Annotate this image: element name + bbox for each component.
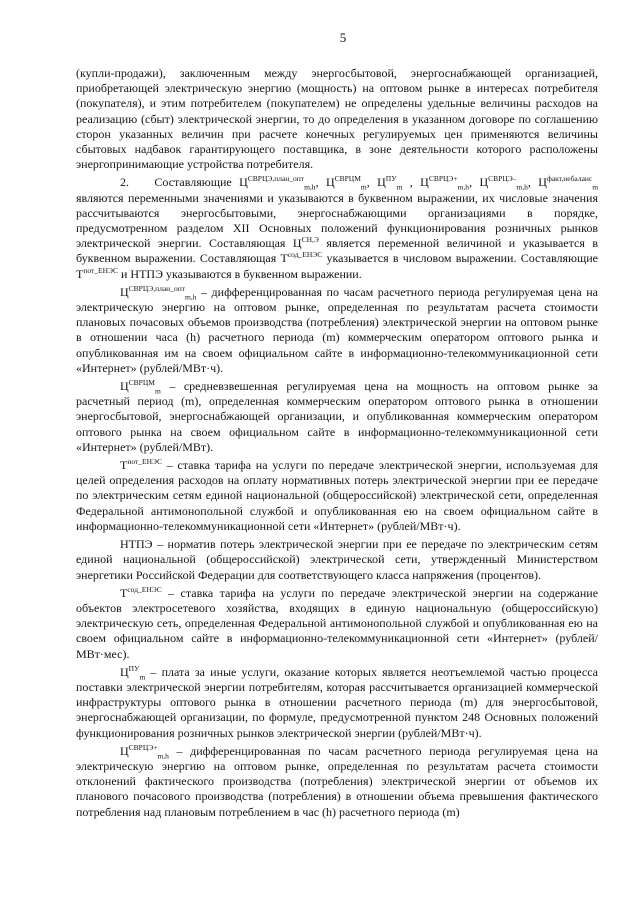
definition-text: – ставка тарифа на услуги по передаче электрической энергии, используемая для целей определения расходов на оплату нормативных потерь электрической энергии при ее передаче по электрическим сетям единой национальной (общероссийской) электрической сети, определенная Федеральной антимонопольной службой и опубликованная ею на своем официальном сайте в информационно-телекоммуникационной сети «Интернет» (рублей/МВт·ч). [76,458,598,533]
components-lead: Составляющие [154,175,232,190]
symbol-t-sod: $Т^{сод\_ЕНЭС}$ [280,250,323,266]
definition-c-plus [76,744,598,820]
symbol-c-sne: $Ц^{СН,Э}$ [292,235,319,251]
definition-text: – средневзвешенная регулируемая цена на мощность на оптовом рынке за расчетный период (m), определенная коммерческим оператором оптового рынка в отношении энергосбытовой, энергоснабжающей организации, и опубликованная коммерческим оператором оптового рынка на своем официальном сайте в информационно-телекоммуникационной сети «Интернет» (рублей/МВт). [76,379,599,454]
paragraph-components: 2. Составляющие $Ц^{СВРЦЭ,план\_опт}_{m,h}$, $Ц^{СВРЦМ}_m$, $Ц^{ПУ}_m$ , $Ц^{СВРЦЭ+}_{m,h}$, $Ц^{СВРЦЭ-}_{m,h}$, $Ц^{факт,небаланс}_m$ являются переменными значениями и указываются в буквенном выражении, их числовые значения рассчитываются энергосбытовыми, энергоснабжающими организациями в порядке, предусмотренном разделом XII Основных положений функционирования розничных рынков электрической энергии. Составляющая $Ц^{СН,Э}$ является переменной величиной и указывается в буквенном выражении. Составляющая $Т^{сод\_ЕНЭС}$ указывается в числовом выражении. Составляющие $Т^{пот\_ЕНЭС}$ и НТПЭ указываются в буквенном выражении. [76,174,599,281]
definition-text: – дифференцированная по часам расчетного периода регулируемая цена на электрическую энергию на оптовом рынке, определенная по результатам расчета стоимости отклонений фактического производства (потребления) электрической энергии от объемов их планового почасового производства (потребления) в отношении объема превышения фактического потребления над плановым потреблением в час (h) расчетного периода (m) [76,743,599,819]
definition-c-plan-opt [76,285,598,376]
symbol-c-plan-opt: $Ц^{СВРЦЭ,план\_опт}_{m,h}$ [120,283,197,302]
symbol-c-minus: $Ц^{СВРЦЭ-}_{m,h}$ [479,174,528,192]
symbol-c-cm: $Ц^{СВРЦМ}_m$ [325,174,367,192]
components-text-1: являются переменными значениями и указываются в буквенном выражении, их числовые значения рассчитываются энергосбытовыми, энергоснабжающими организациями в порядке, предусмотренном разделом XII Основных положений функционирования розничных рынков электрической энергии. Составляющая [76,190,598,251]
definition-text: – плата за иные услуги, оказание которых является неотъемлемой частью процесса поставки электрической энергии потребителям, которая рассчитывается организацией коммерческой инфраструктуры оптового рынка в отношении расчетного периода (m) для энергосбытовой, энергоснабжающей организации, по формуле, предусмотренной пунктом 248 Основных положений функционирования розничных рынков электрической энергии (рублей/МВт·ч). [76,664,598,740]
item-number: 2. [120,175,129,190]
symbol-t-pot: $Т^{пот\_ЕНЭС}$ [120,457,162,473]
definition-t-pot [76,458,598,534]
symbol-c-pu: $Ц^{ПУ}_m$ [120,663,146,682]
paragraph-contract-terms: (купли-продажи), заключенным между энергосбытовой, энергоснабжающей организацией, приобретающей электрическую энергию (мощность) на оптовом рынке в интересах потребителя (покупателя), и этим потребителем (покупателем) не определены удельные величины расходов на реализацию (сбыт) электрической энергии, то до определения в указанном договоре по соглашению сторон указанных величин при расчете конечных регулируемых цен применяются величины сбытовых надбавок гарантирующего поставщика, в зоне деятельности которого расположены энергопринимающие устройства потребителя. [76,66,598,172]
definition-ntpe: НТПЭ – норматив потерь электрической энергии при ее передаче по электрическим сетям единой национальной (общероссийской) электрической сети, утвержденный Министерством энергетики Российской Федерации для соответствующего класса напряжения (процентов). [76,537,598,582]
symbol-t-pot: $Т^{пот\_ЕНЭС}$ [76,265,118,281]
symbol-c-plan-opt: $Ц^{СВРЦЭ,план\_опт}_{m,h}$ [239,174,316,192]
symbol-c-cm: $Ц^{СВРЦМ}_m$ [120,378,161,396]
components-text-4: и НТПЭ указываются в буквенном выражении. [121,266,362,281]
definition-text: – ставка тарифа на услуги по передаче электрической энергии на содержание объектов электросетевого хозяйства, входящих в единую национальную (общероссийскую) электрическую сеть, определенная Федеральной антимонопольной службой и опубликованная ею на своем официальном сайте в информационно-телекоммуникационной сети «Интернет» (рублей/МВт·мес). [76,585,599,661]
definition-t-sod [76,586,598,662]
definition-text: – дифференцированная по часам расчетного периода регулируемая цена на электрическую энергию на оптовом рынке, определенная по результатам расчета стоимости плановых почасовых объемов производства (потребления) электрической энергии на оптовом рынке в отношении часа (h) расчетного периода (m) коммерческим оператором оптового рынка и опубликованная им на своем официальном сайте в информационно-телекоммуникационной сети «Интернет» (рублей/МВт·ч). [76,284,599,375]
page-number: 5 [339,30,347,45]
components-text-3: указывается в числовом выражении. Составляющие [326,251,599,266]
definition-c-cm [76,379,598,455]
symbol-c-plus: $Ц^{СВРЦЭ+}_{m,h}$ [420,174,470,192]
symbol-c-plus: $Ц^{СВРЦЭ+}_{m,h}$ [120,742,169,761]
symbol-c-fact: $Ц^{факт,небаланс}_m$ [538,174,599,192]
symbol-c-pu: $Ц^{ПУ}_m$ [377,174,403,192]
components-text-2: является переменной величиной и указывается в буквенном выражении. Составляющая [76,236,599,266]
definition-c-pu [76,665,598,741]
symbol-t-sod: $Т^{сод\_ЕНЭС}$ [120,584,162,600]
